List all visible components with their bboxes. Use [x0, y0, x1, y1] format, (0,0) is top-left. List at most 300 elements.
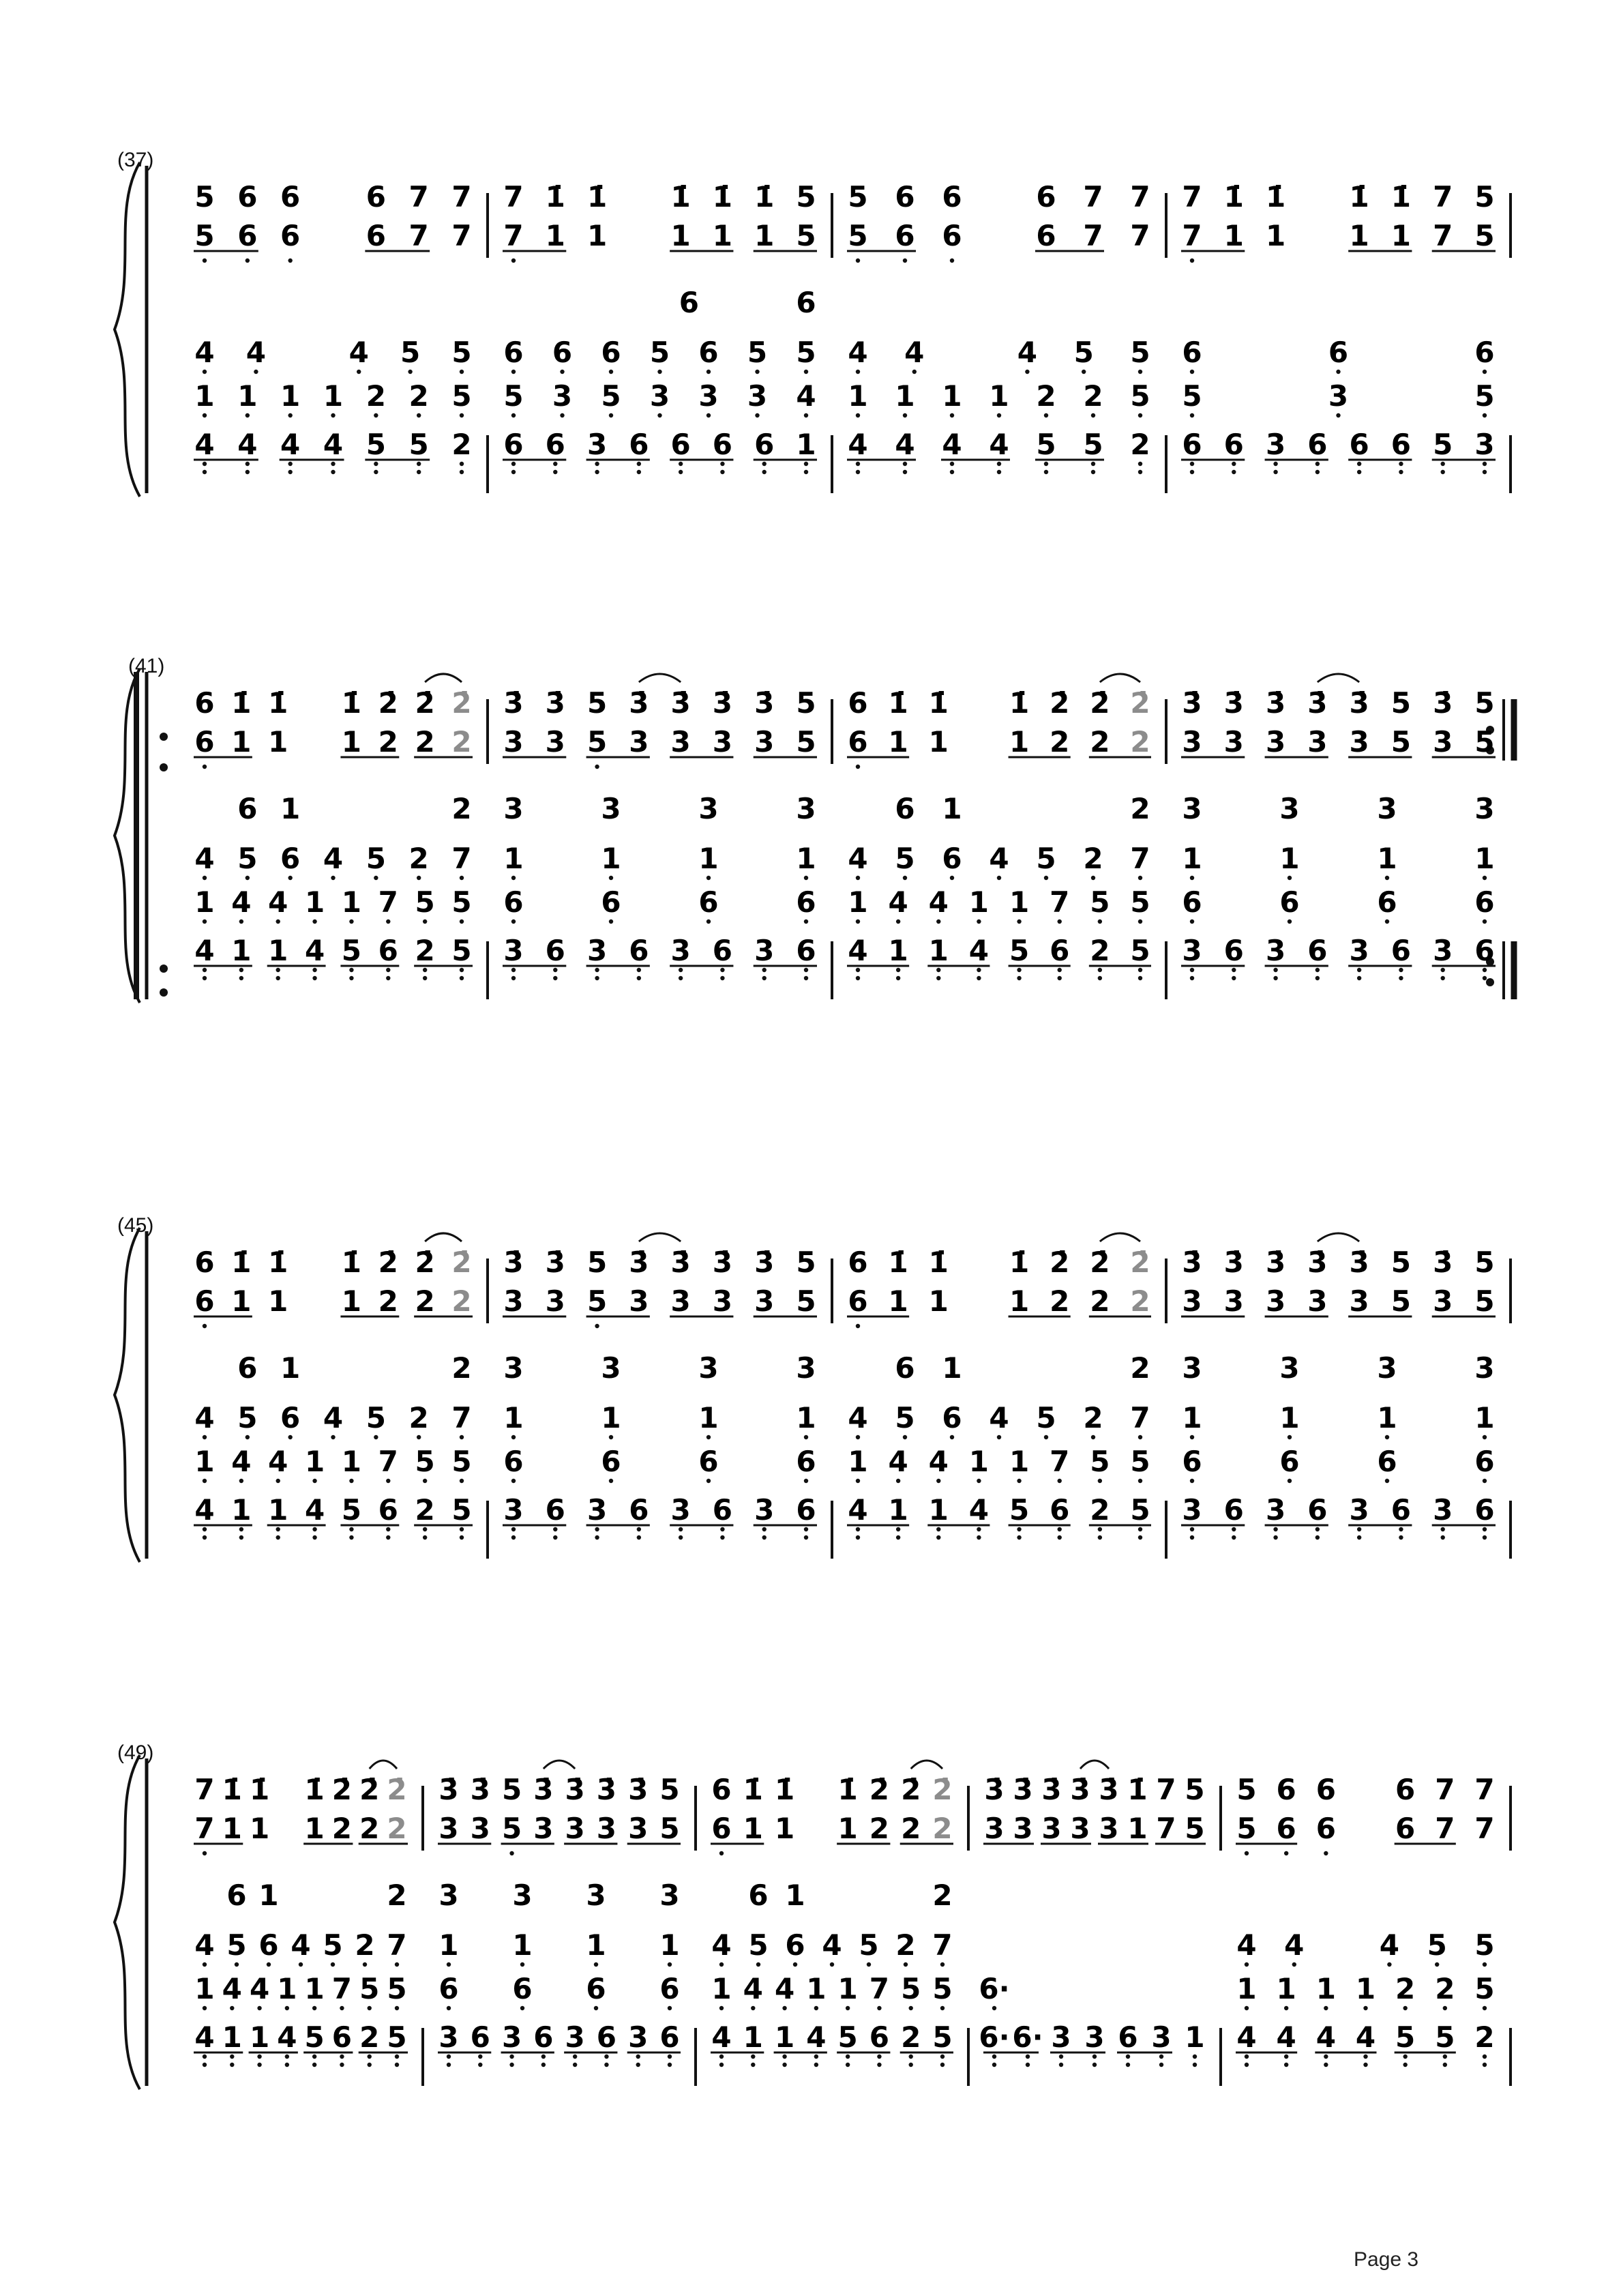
- jianpu-note: 4: [194, 1401, 215, 1434]
- jianpu-note: 5: [366, 842, 386, 875]
- jianpu-note: 6: [712, 1493, 733, 1527]
- octave-dot-below: [804, 1527, 808, 1531]
- octave-dot-below: [856, 470, 860, 474]
- octave-dot-below: [417, 413, 421, 417]
- octave-dot-below: [936, 976, 940, 980]
- jianpu-note: 6: [942, 219, 962, 252]
- octave-dot-below: [386, 919, 390, 924]
- octave-dot-below: [1091, 462, 1095, 466]
- jianpu-note: 6: [1223, 428, 1244, 461]
- jianpu-note: 6: [1377, 1445, 1397, 1478]
- octave-dot-below: [357, 370, 361, 374]
- octave-dot-below: [751, 2063, 755, 2067]
- jianpu-note: 3: [565, 2020, 585, 2054]
- jianpu-note: 1̇: [928, 686, 949, 720]
- jianpu-note: 7: [331, 1972, 353, 2005]
- octave-dot-below: [804, 1435, 808, 1439]
- octave-dot-below: [230, 2006, 234, 2010]
- octave-dot-below: [276, 919, 280, 924]
- jianpu-note: 4: [1379, 1928, 1400, 1962]
- jianpu-note: 3̇: [438, 1773, 459, 1806]
- octave-dot-below: [239, 968, 243, 972]
- octave-dot-below: [997, 1435, 1001, 1439]
- octave-dot-below: [203, 1962, 207, 1967]
- jianpu-note: 1: [258, 1879, 279, 1912]
- jianpu-note: 5: [1427, 1928, 1447, 1962]
- jianpu-note: 6: [796, 934, 816, 967]
- jianpu-note: 7: [378, 885, 398, 919]
- jianpu-note: 6: [280, 180, 301, 214]
- octave-dot-below: [312, 2055, 316, 2059]
- octave-dot-below: [1098, 1535, 1102, 1540]
- jianpu-note: 6: [503, 885, 524, 919]
- jianpu-note: 3: [1349, 725, 1369, 759]
- octave-dot-below: [460, 976, 464, 980]
- jianpu-note: 1: [942, 1351, 962, 1385]
- octave-dot-below: [312, 1479, 316, 1483]
- jianpu-note: 2̇: [359, 1773, 380, 1806]
- jianpu-note: 6: [1050, 934, 1070, 967]
- jianpu-note: 1: [1355, 1972, 1376, 2005]
- jianpu-note: 4: [711, 1928, 732, 1962]
- octave-dot-below: [904, 1962, 908, 1967]
- jianpu-note: 3: [698, 1351, 719, 1385]
- jianpu-note: 1: [280, 792, 301, 825]
- jianpu-note: 1̇: [837, 1773, 858, 1806]
- octave-dot-below: [1190, 370, 1194, 374]
- jianpu-note: 6: [503, 428, 524, 461]
- jianpu-note: 3̇: [1099, 1773, 1119, 1806]
- jianpu-note: 2̇: [869, 1773, 890, 1806]
- jianpu-note: 1: [601, 1401, 621, 1434]
- tie: [1100, 674, 1140, 682]
- octave-dot-below: [1026, 2055, 1030, 2059]
- jianpu-note: 3: [438, 2020, 459, 2054]
- octave-dot-below: [417, 470, 421, 474]
- octave-dot-below: [936, 919, 940, 924]
- jianpu-note: 3: [503, 725, 524, 759]
- octave-dot-below: [657, 370, 661, 374]
- tie: [425, 674, 462, 682]
- jianpu-note: 1̇: [1391, 180, 1412, 214]
- jianpu-note: 3̇: [670, 686, 691, 720]
- jianpu-note: 1: [268, 1493, 288, 1527]
- octave-dot-below: [804, 413, 808, 417]
- jianpu-note: 5: [501, 1773, 522, 1806]
- jianpu-note: 4: [968, 1493, 990, 1527]
- octave-dot-below: [417, 1435, 421, 1439]
- octave-dot-below: [782, 2055, 786, 2059]
- jianpu-note: 3: [1265, 725, 1286, 759]
- jianpu-note: 2: [451, 428, 472, 461]
- octave-dot-below: [896, 1527, 900, 1531]
- jianpu-note: 6: [1474, 885, 1495, 919]
- octave-dot-below: [363, 1962, 367, 1967]
- octave-dot-below: [203, 976, 207, 980]
- jianpu-note: 2: [1130, 725, 1150, 759]
- octave-dot-below: [1159, 2063, 1163, 2067]
- jianpu-note: 2̇: [415, 1246, 435, 1279]
- jianpu-note: 4: [848, 428, 868, 461]
- octave-dot-below: [553, 968, 557, 972]
- octave-dot-below: [511, 259, 516, 263]
- jianpu-note: 3: [629, 725, 649, 759]
- octave-dot-below: [203, 876, 207, 880]
- octave-dot-below: [1273, 462, 1277, 466]
- jianpu-note: 5: [1391, 1284, 1412, 1318]
- jianpu-note: 2: [451, 725, 472, 759]
- octave-dot-below: [720, 462, 724, 466]
- jianpu-note: 1: [1223, 219, 1244, 252]
- jianpu-note: 2: [1083, 1401, 1103, 1434]
- jianpu-note: 3: [1433, 1493, 1453, 1527]
- jianpu-note: 5: [1474, 1972, 1495, 2005]
- octave-dot-below: [1190, 413, 1194, 417]
- jianpu-note: 6: [1391, 934, 1412, 967]
- jianpu-note: 3̇: [1223, 1246, 1244, 1279]
- jianpu-note: 1: [545, 219, 565, 252]
- octave-dot-below: [679, 470, 683, 474]
- jianpu-note: 6: [698, 336, 719, 369]
- jianpu-note: 5: [1036, 842, 1056, 875]
- octave-dot-below: [1363, 2055, 1367, 2059]
- octave-dot-below: [511, 470, 516, 474]
- octave-dot-below: [679, 976, 683, 980]
- jianpu-note: 3̇: [470, 1773, 490, 1806]
- jianpu-note: 5: [1130, 885, 1150, 919]
- octave-dot-below: [679, 968, 683, 972]
- octave-dot-below: [940, 2055, 945, 2059]
- octave-dot-below: [288, 259, 292, 263]
- jianpu-note: 5: [1130, 1493, 1150, 1527]
- octave-dot-below: [573, 2063, 577, 2067]
- jianpu-note: 5: [1036, 428, 1056, 461]
- octave-dot-below: [1357, 470, 1361, 474]
- octave-dot-below: [604, 2055, 608, 2059]
- jianpu-note: 2̇: [1130, 1246, 1150, 1279]
- jianpu-note: 3: [1349, 1493, 1369, 1527]
- octave-dot-below: [230, 2063, 234, 2067]
- jianpu-note: 3̇: [1265, 1246, 1286, 1279]
- octave-dot-below: [553, 976, 557, 980]
- jianpu-note: 2: [1050, 725, 1070, 759]
- octave-dot-below: [668, 2063, 672, 2067]
- jianpu-note: 1: [194, 1972, 215, 2005]
- jianpu-note: 5: [1130, 379, 1150, 413]
- octave-dot-below: [288, 413, 292, 417]
- octave-dot-below: [1324, 2063, 1328, 2067]
- jianpu-note: 4: [277, 2020, 297, 2054]
- jianpu-note: 6: [1036, 180, 1056, 214]
- octave-dot-below: [846, 2006, 850, 2010]
- octave-dot-below: [782, 2063, 786, 2067]
- jianpu-note: 6: [552, 336, 573, 369]
- octave-dot-below: [637, 462, 641, 466]
- octave-dot-below: [637, 968, 641, 972]
- octave-dot-below: [417, 876, 421, 880]
- jianpu-note: 7: [194, 1773, 215, 1806]
- jianpu-note: 6: [1307, 428, 1328, 461]
- jianpu-note: 2: [1130, 792, 1150, 825]
- octave-dot-below: [751, 2055, 755, 2059]
- octave-dot-below: [936, 1479, 940, 1483]
- jianpu-note: 2: [331, 1812, 353, 1845]
- octave-dot-below: [203, 919, 207, 924]
- jianpu-note: 7: [408, 180, 429, 214]
- jianpu-note: 4: [989, 1401, 1009, 1434]
- jianpu-note: 3: [1265, 934, 1286, 967]
- system-number-45: (45): [117, 1214, 154, 1237]
- jianpu-note: 1: [1377, 842, 1397, 875]
- octave-dot-below: [1435, 1962, 1439, 1967]
- jianpu-note: 5: [1433, 428, 1453, 461]
- jianpu-note: 6: [1223, 1493, 1244, 1527]
- octave-dot-below: [1059, 2055, 1063, 2059]
- jianpu-note: 7: [1083, 219, 1103, 252]
- octave-dot-below: [288, 1435, 292, 1439]
- octave-dot-below: [1190, 1435, 1194, 1439]
- jianpu-note: 4: [304, 934, 325, 967]
- octave-dot-below: [276, 968, 280, 972]
- jianpu-note: 7: [1156, 1773, 1176, 1806]
- jianpu-note: 2: [1395, 1972, 1416, 2005]
- jianpu-note: 2: [1130, 1284, 1150, 1318]
- octave-dot-below: [1357, 1527, 1361, 1531]
- jianpu-note: 1: [698, 842, 719, 875]
- octave-dot-below: [1441, 1535, 1445, 1540]
- jianpu-note: 6: [748, 1879, 769, 1912]
- jianpu-note: 6: [503, 336, 524, 369]
- jianpu-note: 5: [1395, 2020, 1416, 2054]
- octave-dot-below: [1483, 2055, 1487, 2059]
- jianpu-note: 7: [503, 180, 524, 214]
- repeat-dot: [160, 965, 168, 973]
- jianpu-note: 2̇: [1090, 686, 1110, 720]
- jianpu-note: 2: [901, 2020, 921, 2054]
- octave-dot-below: [1044, 470, 1048, 474]
- octave-dot-below: [1441, 968, 1445, 972]
- jianpu-note: 4: [291, 1928, 311, 1962]
- jianpu-note: 5: [901, 1972, 921, 2005]
- jianpu-note: 3: [1182, 792, 1202, 825]
- octave-dot-below: [903, 462, 907, 466]
- octave-dot-below: [1483, 968, 1487, 972]
- jianpu-note: 3: [601, 792, 621, 825]
- jianpu-note: 3: [1349, 1284, 1369, 1318]
- octave-dot-below: [1017, 1479, 1021, 1483]
- octave-dot-below: [331, 1962, 335, 1967]
- jianpu-note: 6: [545, 1493, 565, 1527]
- octave-dot-below: [903, 876, 907, 880]
- jianpu-note: 5: [586, 1246, 608, 1279]
- jianpu-note: 3: [1433, 934, 1453, 967]
- octave-dot-below: [395, 2006, 399, 2010]
- jianpu-note: 5: [341, 1493, 362, 1527]
- octave-dot-below: [239, 1527, 243, 1531]
- jianpu-note: 4: [888, 1445, 908, 1478]
- octave-dot-below: [288, 462, 292, 466]
- octave-dot-below: [509, 2055, 514, 2059]
- octave-dot-below: [1357, 462, 1361, 466]
- jianpu-note: 3̇: [1013, 1773, 1033, 1806]
- jianpu-note: 6: [895, 792, 915, 825]
- octave-dot-below: [856, 462, 860, 466]
- jianpu-note: 3: [545, 725, 565, 759]
- jianpu-note: 3: [1182, 1284, 1202, 1318]
- jianpu-note: 1: [895, 379, 915, 413]
- jianpu-note: 6: [237, 1351, 258, 1385]
- octave-dot-below: [374, 470, 378, 474]
- jianpu-note: 3: [1041, 1812, 1062, 1845]
- octave-dot-below: [1483, 2006, 1487, 2010]
- jianpu-note: 1: [503, 842, 524, 875]
- octave-dot-below: [877, 2055, 881, 2059]
- jianpu-note: 1: [968, 1445, 990, 1478]
- octave-dot-below: [257, 2063, 261, 2067]
- jianpu-note: 2: [932, 1879, 953, 1912]
- jianpu-note: 3̇: [1223, 686, 1244, 720]
- jianpu-note: 3̇: [628, 1773, 649, 1806]
- octave-dot-below: [1399, 968, 1403, 972]
- jianpu-note: 3: [545, 1284, 565, 1318]
- octave-dot-below: [285, 2063, 289, 2067]
- jianpu-note: 5: [1435, 2020, 1455, 2054]
- octave-dot-below: [707, 413, 711, 417]
- octave-dot-below: [1273, 976, 1277, 980]
- jianpu-note: 5: [601, 379, 621, 413]
- jianpu-note: 3̇: [545, 1246, 565, 1279]
- jianpu-note: 2: [1036, 379, 1056, 413]
- jianpu-note: 2̇: [331, 1773, 353, 1806]
- octave-dot-below: [408, 370, 412, 374]
- octave-dot-below: [1441, 462, 1445, 466]
- jianpu-note: 2: [1090, 725, 1110, 759]
- jianpu-note: 3: [1433, 1284, 1453, 1318]
- jianpu-note: 3: [1223, 725, 1244, 759]
- jianpu-note: 6: [1307, 1493, 1328, 1527]
- jianpu-note: 2̇: [1130, 686, 1150, 720]
- jianpu-note: 3: [747, 379, 768, 413]
- octave-dot-below: [368, 2063, 372, 2067]
- jianpu-note: 3: [503, 1351, 524, 1385]
- jianpu-note: 1: [304, 1445, 325, 1478]
- jianpu-note: 5: [194, 180, 215, 214]
- jianpu-note: 1: [1276, 1972, 1296, 2005]
- jianpu-note: 4: [968, 934, 990, 967]
- jianpu-note: 4: [194, 842, 215, 875]
- jianpu-note: 4: [848, 842, 868, 875]
- octave-dot-below: [349, 968, 353, 972]
- octave-dot-below: [782, 2006, 786, 2010]
- jianpu-note: 5: [1474, 725, 1495, 759]
- octave-dot-below: [276, 976, 280, 980]
- jianpu-note: 4: [904, 336, 925, 369]
- jianpu-note: 6: [1223, 934, 1244, 967]
- jianpu-note: 3̇: [1349, 1246, 1369, 1279]
- jianpu-note: 3: [754, 934, 775, 967]
- octave-dot-below: [423, 1479, 427, 1483]
- jianpu-note: 4: [989, 842, 1009, 875]
- octave-dot-below: [1483, 919, 1487, 924]
- octave-dot-below: [1098, 919, 1102, 924]
- octave-dot-below: [203, 1435, 207, 1439]
- octave-dot-below: [368, 2006, 372, 2010]
- jianpu-note: 1̇: [268, 1246, 288, 1279]
- octave-dot-below: [896, 976, 900, 980]
- jianpu-note: 7: [451, 1401, 472, 1434]
- jianpu-note: 3: [754, 725, 775, 759]
- jianpu-note: 3: [670, 1284, 691, 1318]
- jianpu-note: 1: [268, 934, 288, 967]
- system-number-37: (37): [117, 149, 154, 171]
- jianpu-note: 3: [1182, 1351, 1202, 1385]
- octave-dot-below: [460, 1527, 464, 1531]
- octave-dot-below: [992, 2006, 996, 2010]
- octave-dot-below: [1292, 1962, 1296, 1967]
- jianpu-note: 4: [246, 336, 267, 369]
- octave-dot-below: [395, 2063, 399, 2067]
- jianpu-note: 6: [1391, 1493, 1412, 1527]
- octave-dot-below: [1284, 1851, 1288, 1855]
- octave-dot-below: [1190, 462, 1194, 466]
- octave-dot-below: [1483, 1435, 1487, 1439]
- jianpu-note: 2̇: [415, 686, 435, 720]
- jianpu-note: 4: [848, 1493, 868, 1527]
- jianpu-note: 3̇: [503, 1246, 524, 1279]
- jianpu-note: 1: [774, 2020, 795, 2054]
- jianpu-note: 1: [304, 1812, 325, 1845]
- octave-dot-below: [1232, 1527, 1236, 1531]
- jianpu-note: 6: [754, 428, 775, 461]
- octave-dot-below: [936, 1535, 940, 1540]
- tie: [1080, 1761, 1109, 1769]
- octave-dot-below: [239, 976, 243, 980]
- octave-dot-below: [992, 2055, 996, 2059]
- jianpu-note: 7: [932, 1928, 953, 1962]
- octave-dot-below: [830, 1962, 834, 1967]
- jianpu-note: 6: [848, 725, 868, 759]
- jianpu-note: 4: [323, 842, 344, 875]
- octave-dot-below: [936, 1527, 940, 1531]
- octave-dot-below: [460, 919, 464, 924]
- jianpu-note: 1: [1236, 1972, 1257, 2005]
- jianpu-note: 3: [501, 2020, 522, 2054]
- octave-dot-below: [386, 976, 390, 980]
- octave-dot-below: [478, 2055, 482, 2059]
- octave-dot-below: [312, 1527, 316, 1531]
- octave-dot-below: [720, 1535, 724, 1540]
- jianpu-note: 7: [869, 1972, 890, 2005]
- jianpu-note: 6: [796, 1493, 816, 1527]
- octave-dot-below: [977, 1527, 981, 1531]
- jianpu-note: 3: [503, 1284, 524, 1318]
- jianpu-note: 3: [1307, 1284, 1328, 1318]
- jianpu-note: 7: [1182, 219, 1202, 252]
- jianpu-note: 3: [533, 1812, 554, 1845]
- jianpu-note: 6: [698, 1445, 719, 1478]
- octave-dot-below: [340, 2063, 344, 2067]
- jianpu-note: 5: [895, 842, 915, 875]
- jianpu-note: 7: [1156, 1812, 1176, 1845]
- jianpu-note: 1: [774, 1812, 795, 1845]
- octave-dot-below: [1399, 1535, 1403, 1540]
- system-number-49: (49): [117, 1741, 154, 1764]
- octave-dot-below: [553, 1527, 557, 1531]
- jianpu-note: 4: [323, 428, 344, 461]
- octave-dot-below: [312, 976, 316, 980]
- octave-dot-below: [1245, 2063, 1249, 2067]
- octave-dot-below: [950, 413, 954, 417]
